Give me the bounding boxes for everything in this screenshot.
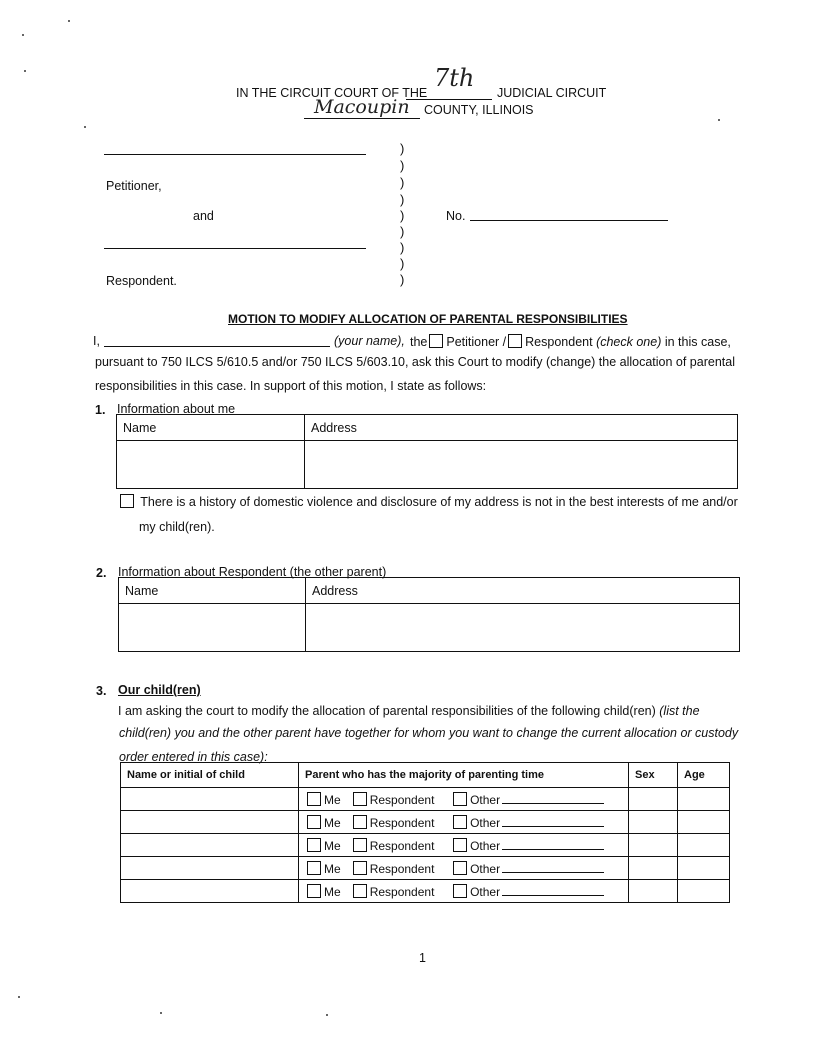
respondent-option: Respondent [525,335,593,349]
respondent-label: Respondent. [106,274,177,288]
petitioner-option: Petitioner / [446,335,507,349]
my-address-cell[interactable] [305,441,738,489]
caption-paren: ) [400,175,405,190]
petitioner-name-line[interactable] [104,154,366,155]
children-table [120,762,730,903]
child-name-cell[interactable] [121,857,299,880]
respondent-checkbox[interactable] [508,334,522,348]
intro-i: I, [93,334,100,348]
child-name-cell[interactable] [121,788,299,811]
name-header: Name [117,415,305,441]
petitioner-label: Petitioner, [106,179,162,193]
dv-text: There is a history of domestic violence and disclosure of my address is not in the best interests of me and/or [140,495,738,509]
me-checkbox[interactable] [307,884,321,898]
intro-line1 [410,334,731,349]
other-label: Other [470,792,501,807]
caption-paren: ) [400,240,405,255]
page-number: 1 [419,951,426,965]
parent-options [299,811,629,834]
respondent-checkbox[interactable] [353,815,367,829]
section3-text-plain: I am asking the court to modify the allocation of parental responsibilities of the following child(ren) [118,704,656,718]
caption-paren: ) [400,208,405,223]
section3-text-italic1: (list the [659,704,700,718]
respondent-checkbox[interactable] [353,792,367,806]
scan-speck [18,996,20,998]
other-checkbox[interactable] [453,792,467,806]
respondent-label: Respondent [369,815,435,830]
my-name-cell[interactable] [117,441,305,489]
respondent-checkbox[interactable] [353,838,367,852]
me-label: Me [324,884,341,899]
respondent-label: Respondent [369,884,435,899]
dv-line1 [118,494,738,509]
other-checkbox[interactable] [453,838,467,852]
age-cell[interactable] [678,857,730,880]
respondent-name-cell[interactable] [119,604,306,652]
respondent-address-cell[interactable] [306,604,740,652]
parent-options [299,788,629,811]
me-label: Me [324,792,341,807]
circuit-line [406,99,492,100]
dv-line2: my child(ren). [139,520,215,534]
me-label: Me [324,815,341,830]
me-checkbox[interactable] [307,838,321,852]
circuit-number[interactable]: 7th [434,64,475,92]
intro-line2: pursuant to 750 ILCS 5/610.5 and/or 750 ILCS 5/603.10, ask this Court to modify (change) the allocation of parental [95,355,735,369]
sex-cell[interactable] [629,811,678,834]
sex-cell[interactable] [629,834,678,857]
section3-text1 [118,704,758,718]
address-header: Address [306,578,740,604]
case-no-line[interactable] [470,220,668,221]
caption-paren: ) [400,224,405,239]
me-checkbox[interactable] [307,815,321,829]
parent-options [299,857,629,880]
caption-paren: ) [400,192,405,207]
in-this-case: in this case, [664,335,731,349]
judicial-circuit-label: JUDICIAL CIRCUIT [497,86,607,100]
and-label: and [193,209,214,223]
county-suffix: COUNTY, ILLINOIS [424,103,534,117]
respondent-label: Respondent [369,861,435,876]
caption-paren: ) [400,158,405,173]
scan-speck [326,1014,328,1016]
child-row [121,811,730,834]
section3-text-italic2: child(ren) you and the other parent have together for whom you want to change the current allocation or custody [119,726,739,740]
other-line[interactable] [502,803,604,804]
me-checkbox[interactable] [307,792,321,806]
age-header: Age [678,763,730,788]
respondent-name-line[interactable] [104,248,366,249]
motion-title: MOTION TO MODIFY ALLOCATION OF PARENTAL RESPONSIBILITIES [228,312,628,326]
me-label: Me [324,861,341,876]
child-row [121,788,730,811]
section1-table [116,414,738,489]
section3-title: Our child(ren) [118,683,201,697]
other-label: Other [470,838,501,853]
sex-cell[interactable] [629,788,678,811]
child-name-cell[interactable] [121,811,299,834]
child-name-cell[interactable] [121,880,299,903]
section2-title: Information about Respondent [118,565,287,579]
county-name[interactable]: Macoupin [314,96,410,118]
intro-line3: responsibilities in this case. In support of this motion, I state as follows: [95,379,487,393]
respondent-checkbox[interactable] [353,884,367,898]
scan-speck [718,119,720,121]
respondent-checkbox[interactable] [353,861,367,875]
other-label: Other [470,884,501,899]
case-no-label: No. [446,209,466,223]
scan-speck [24,70,26,72]
sex-header: Sex [629,763,678,788]
parent-header: Parent who has the majority of parenting time [299,763,629,788]
child-row [121,857,730,880]
other-label: Other [470,861,501,876]
county-line [304,118,420,119]
scan-speck [160,1012,162,1014]
petitioner-checkbox[interactable] [429,334,443,348]
respondent-label: Respondent [369,792,435,807]
court-prefix: IN THE CIRCUIT COURT OF THE [236,86,428,100]
your-name-hint: (your name), [334,334,405,348]
me-label: Me [324,838,341,853]
parent-options [299,880,629,903]
caption-paren: ) [400,272,405,287]
other-checkbox[interactable] [453,884,467,898]
sex-cell[interactable] [629,880,678,903]
caption-paren: ) [400,256,405,271]
the-word: the [410,335,428,349]
me-checkbox[interactable] [307,861,321,875]
child-row [121,834,730,857]
name-header: Name [119,578,306,604]
other-line[interactable] [502,849,604,850]
section3-number: 3. [96,684,107,698]
section2-number: 2. [96,566,107,580]
other-line[interactable] [502,895,604,896]
other-line[interactable] [502,872,604,873]
section2-title-suffix: (the other parent) [289,565,387,579]
address-header: Address [305,415,738,441]
caption-paren: ) [400,141,405,156]
other-checkbox[interactable] [453,861,467,875]
child-row [121,880,730,903]
sex-cell[interactable] [629,857,678,880]
scan-speck [84,126,86,128]
child-header: Name or initial of child [121,763,299,788]
section1-number: 1. [95,403,106,417]
other-line[interactable] [502,826,604,827]
your-name-line[interactable] [104,346,330,347]
age-cell[interactable] [678,834,730,857]
age-cell[interactable] [678,788,730,811]
check-one-hint: (check one) [596,335,662,349]
section1-title: Information about me [117,402,236,416]
section2-table [118,577,740,652]
dv-checkbox[interactable] [120,494,134,508]
scan-speck [68,20,70,22]
age-cell[interactable] [678,811,730,834]
section3-text-italic3: order entered in this case): [119,750,268,764]
other-label: Other [470,815,501,830]
parent-options [299,834,629,857]
child-name-cell[interactable] [121,834,299,857]
age-cell[interactable] [678,880,730,903]
respondent-label: Respondent [369,838,435,853]
other-checkbox[interactable] [453,815,467,829]
scan-speck [22,34,24,36]
